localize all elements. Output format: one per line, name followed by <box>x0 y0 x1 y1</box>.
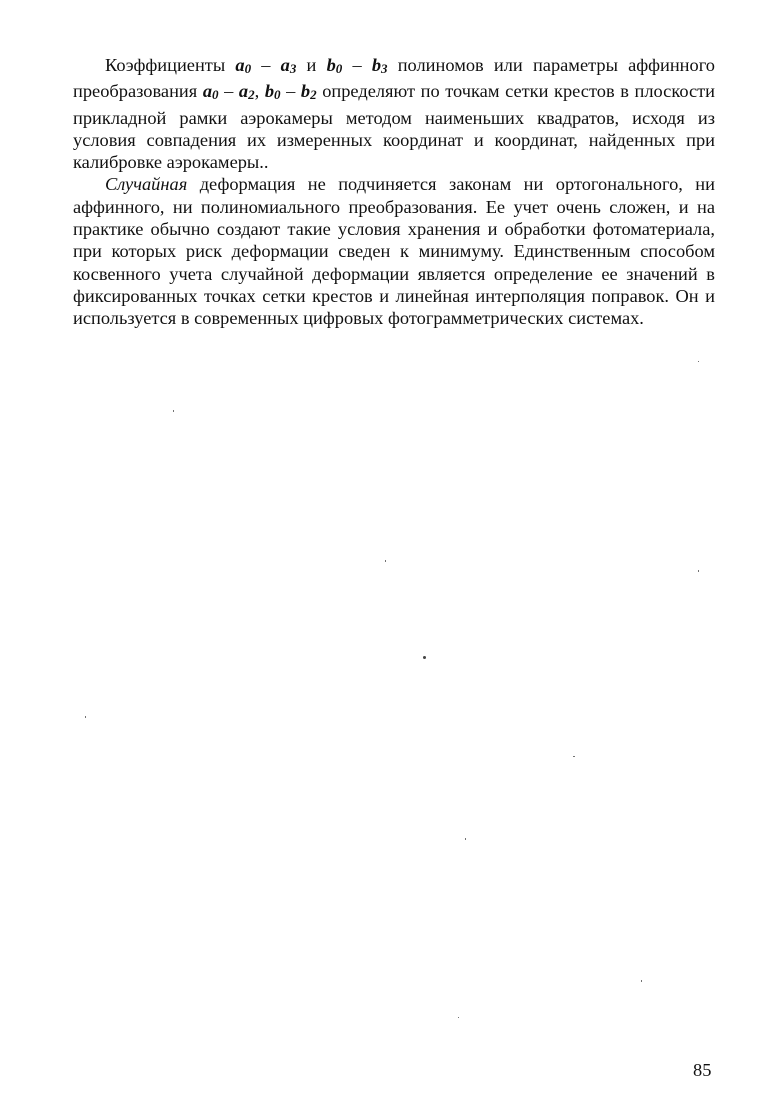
variable-subscript: 0 <box>244 61 252 76</box>
text-fragment: , <box>254 81 265 102</box>
variable-subscript: 0 <box>212 87 219 103</box>
text-fragment: полиномов или параметры аффинного преобразования <box>73 55 715 102</box>
scan-speck <box>85 716 86 718</box>
math-variable <box>281 55 297 75</box>
scan-speck <box>698 361 699 362</box>
scan-speck <box>465 838 466 840</box>
variable-subscript: 2 <box>248 87 255 103</box>
text-fragment: – <box>251 55 281 75</box>
variable-letter: a <box>280 55 290 75</box>
text-fragment: – <box>280 81 301 102</box>
variable-letter: b <box>326 55 336 75</box>
scan-speck <box>423 656 426 659</box>
text-fragment: Коэффициенты <box>105 55 236 75</box>
variable-subscript: 3 <box>381 61 388 76</box>
paragraph-coefficients <box>73 54 715 173</box>
text-fragment: деформация не подчиняется законам ни ортогонального, ни аффинного, ни полиномиального преобразования. Ее учет очень сложен, и на практике обычно создают такие условия хранения и обработки фотоматериала, при которых риск деформации сведен к минимуму. Единственным способом косвенного учета случайной деформации является определение ее значений в фиксированных точках сетки крестов и линейная интерполяция поправок. Он и используется в современных цифровых фотограмметрических системах. <box>73 174 715 329</box>
text-fragment: и <box>296 55 327 75</box>
scan-speck <box>173 410 174 412</box>
scan-speck <box>641 980 642 982</box>
variable-letter: b <box>371 55 382 75</box>
variable-subscript: 0 <box>335 61 343 76</box>
emphasized-term: Случайная <box>105 174 188 195</box>
paragraph-random-deformation <box>73 173 715 329</box>
scan-speck <box>573 756 575 757</box>
math-variable <box>372 55 388 75</box>
math-variable <box>239 81 255 101</box>
variable-subscript: 2 <box>310 87 317 103</box>
math-variable <box>301 81 317 101</box>
variable-letter: a <box>235 55 245 75</box>
text-fragment: определяют по точкам сетки крестов в плоскости прикладной рамки аэрокамеры методом наименьших квадратов, исходя из условия совпадения их измеренных координат и координат, найденных при калибровке аэрокамеры.. <box>73 81 716 173</box>
variable-subscript: 0 <box>274 87 281 103</box>
variable-letter: b <box>300 81 311 102</box>
scan-speck <box>458 1017 459 1018</box>
variable-letter: a <box>202 81 213 102</box>
math-variable <box>203 81 219 101</box>
page-number: 85 <box>693 1060 712 1080</box>
variable-letter: b <box>264 81 275 102</box>
scan-speck <box>385 560 386 562</box>
math-variable <box>327 55 343 75</box>
math-variable <box>235 55 251 75</box>
text-fragment: – <box>218 81 239 102</box>
math-variable <box>265 81 281 101</box>
page-body <box>73 54 715 330</box>
variable-letter: a <box>238 81 249 102</box>
scan-speck <box>698 570 699 572</box>
variable-subscript: 3 <box>289 61 297 76</box>
text-fragment: – <box>342 55 372 75</box>
